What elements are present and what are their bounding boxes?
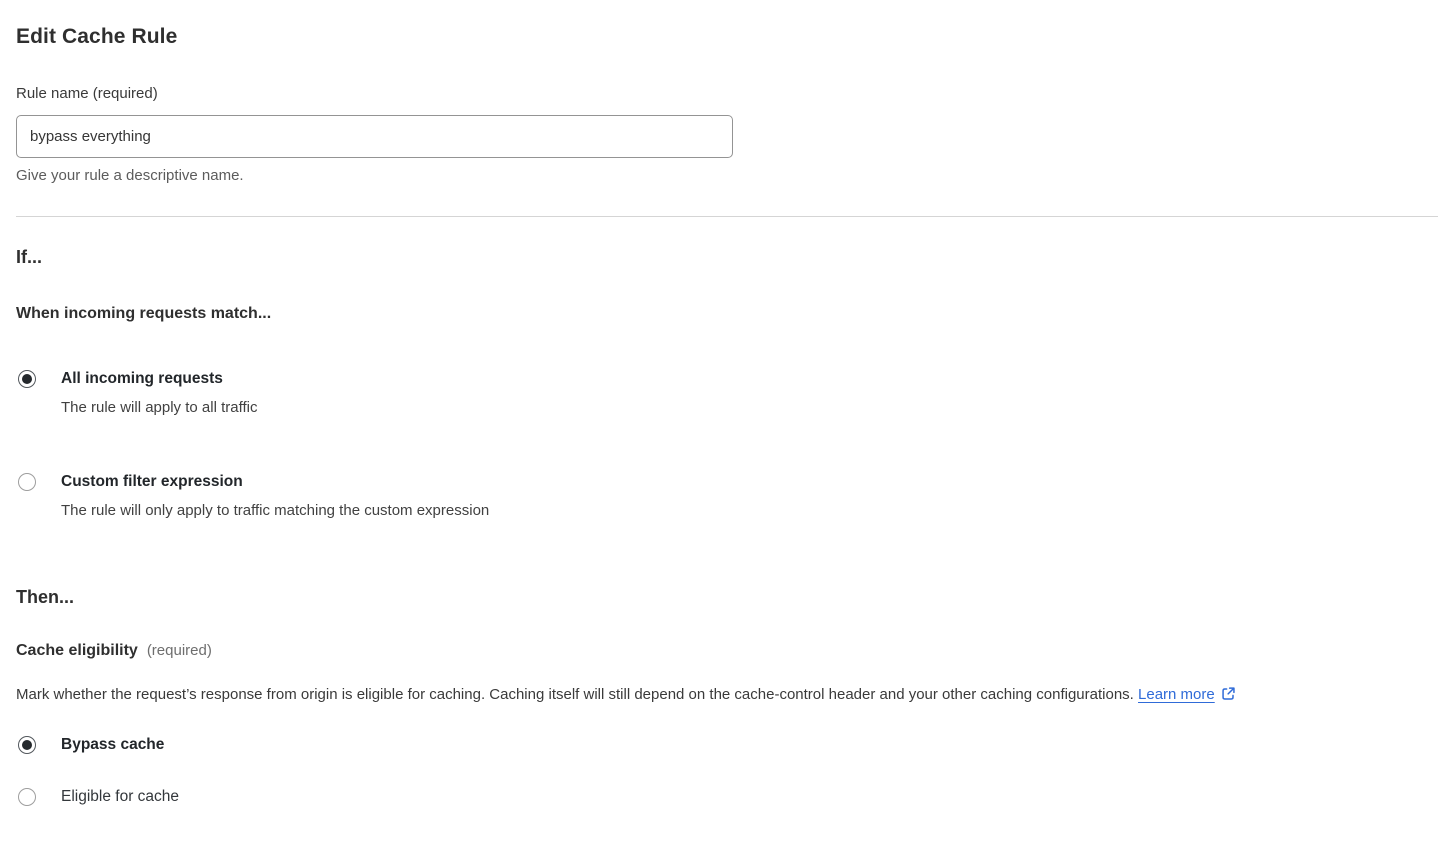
rule-name-input[interactable] xyxy=(16,115,733,158)
radio-option-label: Eligible for cache xyxy=(61,788,180,805)
learn-more-label: Learn more xyxy=(1138,686,1215,703)
description-text: Mark whether the request’s response from origin is eligible for caching. Caching itself will still depend on the cache-control header and your other caching configurations. xyxy=(16,686,1134,703)
page-title: Edit Cache Rule xyxy=(16,25,178,48)
radio-option-bypass-cache[interactable] xyxy=(16,735,1438,754)
radio-button-selected-icon[interactable] xyxy=(18,370,36,388)
rule-name-label: Rule name (required) xyxy=(16,85,158,102)
radio-option-description: The rule will only apply to traffic matching the custom expression xyxy=(61,502,490,519)
radio-option-all-incoming-requests[interactable] xyxy=(16,369,1438,417)
radio-option-text xyxy=(61,787,179,806)
external-link-icon xyxy=(1221,682,1236,711)
radio-option-label: All incoming requests xyxy=(61,370,223,387)
cache-eligibility-label-row xyxy=(16,642,1438,660)
radio-option-label: Custom filter expression xyxy=(61,473,243,490)
radio-button-unselected-icon[interactable] xyxy=(18,788,36,806)
then-section-heading: Then... xyxy=(16,587,74,607)
required-indicator: (required) xyxy=(146,642,212,659)
radio-option-text xyxy=(61,369,257,417)
rule-name-help: Give your rule a descriptive name. xyxy=(16,167,244,184)
radio-option-text xyxy=(61,472,489,520)
radio-button-unselected-icon[interactable] xyxy=(18,473,36,491)
radio-option-description: The rule will apply to all traffic xyxy=(61,399,258,416)
radio-option-label: Bypass cache xyxy=(61,736,165,753)
section-divider xyxy=(16,216,1438,217)
radio-option-text xyxy=(61,735,164,754)
radio-option-eligible-for-cache[interactable] xyxy=(16,787,1438,806)
learn-more-link[interactable] xyxy=(1138,686,1236,703)
radio-option-custom-filter-expression[interactable] xyxy=(16,472,1438,520)
cache-eligibility-label: Cache eligibility xyxy=(16,642,138,659)
rule-name-field xyxy=(16,85,1438,184)
if-section-heading: If... xyxy=(16,247,42,267)
radio-button-selected-icon[interactable] xyxy=(18,736,36,754)
cache-eligibility-description xyxy=(16,680,1428,711)
incoming-requests-match-subheading: When incoming requests match... xyxy=(16,305,272,322)
